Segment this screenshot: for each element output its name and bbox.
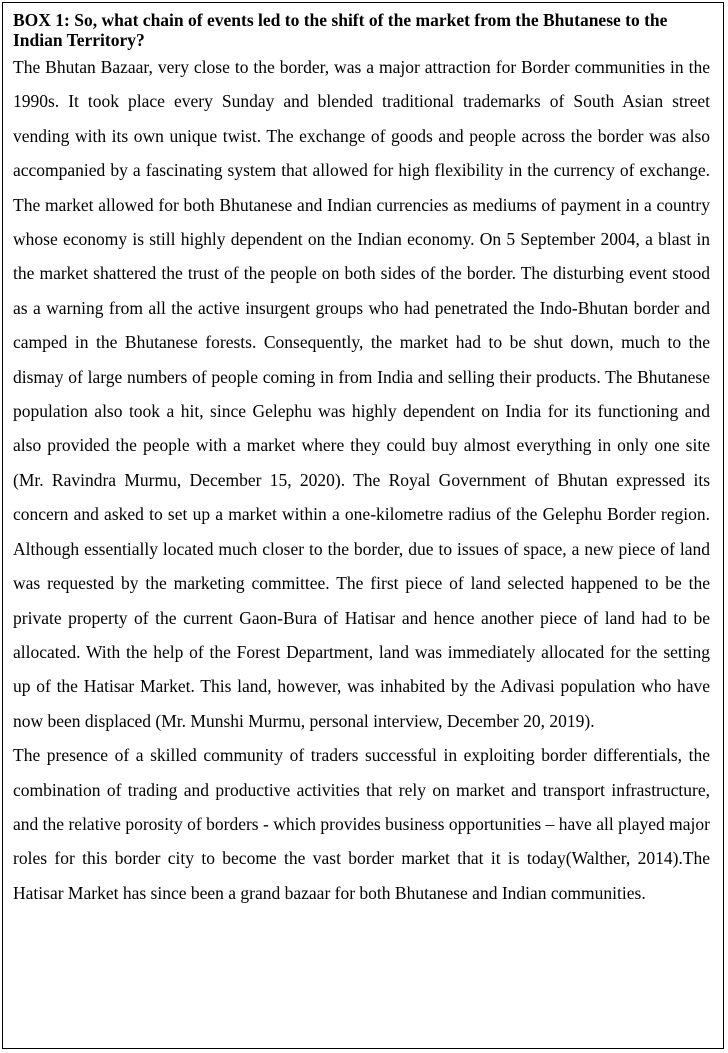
box-title: BOX 1: So, what chain of events led to the shift of the market from the Bhutanese to the Indian Territory?	[13, 10, 668, 50]
text-box	[2, 2, 724, 1049]
box-paragraph-2: The presence of a skilled community of traders successful in exploiting border differentials, the combination of trading and productive activities that rely on market and transport infrastructure, and the relative porosity of borders - which provides business opportunities – have all played major roles for this border city to become the vast border market that it is today(Walther, 2014).The Hatisar Market has since been a grand bazaar for both Bhutanese and Indian communities.	[13, 745, 710, 903]
box-paragraph-1: The Bhutan Bazaar, very close to the border, was a major attraction for Border communities in the 1990s. It took place every Sunday and blended traditional trademarks of South Asian street vending with its own unique twist. The exchange of goods and people across the border was also accompanied by a fascinating system that allowed for high flexibility in the currency of exchange. The market allowed for both Bhutanese and Indian currencies as mediums of payment in a country whose economy is still highly dependent on the Indian economy. On 5 September 2004, a blast in the market shattered the trust of the people on both sides of the border. The disturbing event stood as a warning from all the active insurgent groups who had penetrated the Indo-Bhutan border and camped in the Bhutanese forests. Consequently, the market had to be shut down, much to the dismay of large numbers of people coming in from India and selling their products. The Bhutanese population also took a hit, since Gelephu was highly dependent on India for its functioning and also provided the people with a market where they could buy almost everything in only one site (Mr. Ravindra Murmu, December 15, 2020). The Royal Government of Bhutan expressed its concern and asked to set up a market within a one-kilometre radius of the Gelephu Border region. Although essentially located much closer to the border, due to issues of space, a new piece of land was requested by the marketing committee. The first piece of land selected happened to be the private property of the current Gaon-Bura of Hatisar and hence another piece of land had to be allocated. With the help of the Forest Department, land was immediately allocated for the setting up of the Hatisar Market. This land, however, was inhabited by the Adivasi population who have now been displaced (Mr. Munshi Murmu, personal interview, December 20, 2019).	[13, 57, 710, 731]
